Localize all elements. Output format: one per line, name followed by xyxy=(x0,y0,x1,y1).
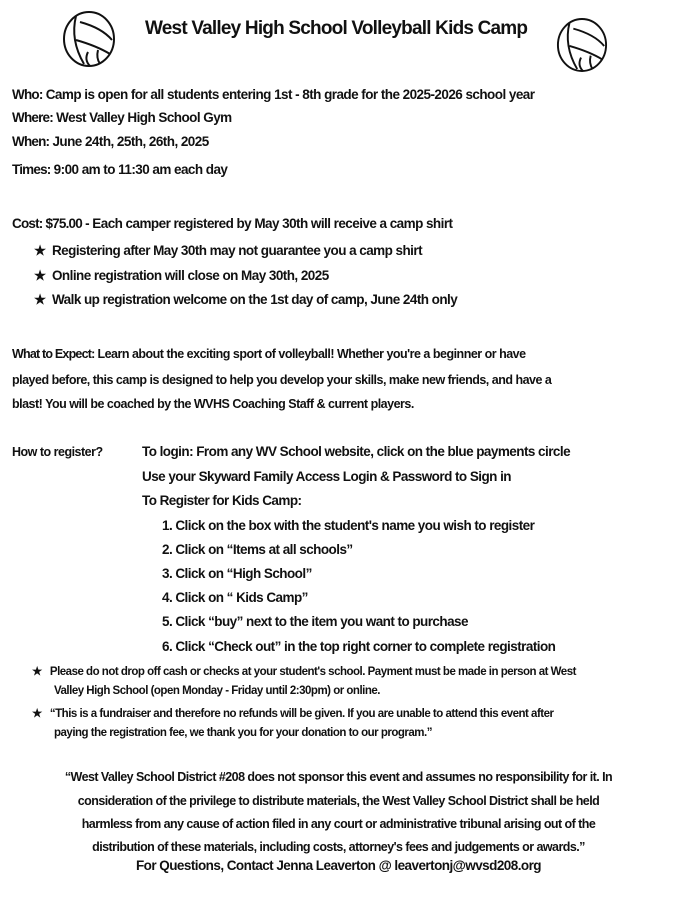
note: ★ Please do not drop off cash or checks at your student's school. Payment must be made in person at West xyxy=(32,666,576,678)
contact-line: For Questions, Contact Jenna Leaverton @ leavertonj@wvsd208.org xyxy=(135,858,542,873)
register-line: To Register for Kids Camp: xyxy=(142,493,302,508)
note: ★ “This is a fundraiser and therefore no refunds will be given. If you are unable to attend this event after xyxy=(32,708,554,720)
when-line: When: June 24th, 25th, 26th, 2025 xyxy=(12,134,209,149)
disclaimer-line: distribution of these materials, including costs, attorney's fees and judgements or awards.” xyxy=(92,840,585,854)
register-step: 4. Click on “ Kids Camp” xyxy=(162,590,308,605)
cost-bullet: ★ Registering after May 30th may not guarantee you a camp shirt xyxy=(34,243,423,258)
cost-bullet: ★ Online registration will close on May 30th, 2025 xyxy=(34,268,329,283)
where-line: Where: West Valley High School Gym xyxy=(12,110,232,125)
register-step: 5. Click “buy” next to the item you want to purchase xyxy=(162,614,468,629)
who-line: Who: Camp is open for all students entering 1st - 8th grade for the 2025-2026 school year xyxy=(12,87,535,102)
disclaimer-line: consideration of the privilege to distribute materials, the West Valley School District shall be held xyxy=(77,794,600,808)
page-title: West Valley High School Volleyball Kids Camp xyxy=(145,18,528,39)
expect-line: What to Expect: Learn about the exciting sport of volleyball! Whether you're a beginner or have xyxy=(12,347,526,361)
volleyball-icon xyxy=(556,17,608,73)
register-step: 1. Click on the box with the student's name you wish to register xyxy=(162,518,535,533)
volleyball-icon xyxy=(62,10,116,68)
disclaimer xyxy=(0,765,677,859)
note: Valley High School (open Monday - Friday until 2:30pm) or online. xyxy=(54,685,380,697)
register-step: 6. Click “Check out” in the top right corner to complete registration xyxy=(162,639,556,654)
register-line: Use your Skyward Family Access Login & Password to Sign in xyxy=(142,469,511,484)
register-line: To login: From any WV School website, click on the blue payments circle xyxy=(142,444,571,459)
note: paying the registration fee, we thank you for your donation to our program.” xyxy=(54,727,432,739)
register-step: 2. Click on “Items at all schools” xyxy=(162,542,353,557)
disclaimer-line: “West Valley School District #208 does not sponsor this event and assumes no responsibility for it. In xyxy=(64,770,613,784)
register-label: How to register? xyxy=(12,445,103,459)
cost-line: Cost: $75.00 - Each camper registered by May 30th will receive a camp shirt xyxy=(12,216,453,231)
times-line: Times: 9:00 am to 11:30 am each day xyxy=(12,162,228,177)
cost-bullet: ★ Walk up registration welcome on the 1st day of camp, June 24th only xyxy=(34,292,458,307)
register-step: 3. Click on “High School” xyxy=(162,566,312,581)
disclaimer-line: harmless from any cause of action filed in any court or administrative tribunal arising out of the xyxy=(81,817,596,831)
expect-line: played before, this camp is designed to help you develop your skills, make new friends, and have a xyxy=(12,373,552,387)
expect-line: blast! You will be coached by the WVHS Coaching Staff & current players. xyxy=(12,397,414,411)
